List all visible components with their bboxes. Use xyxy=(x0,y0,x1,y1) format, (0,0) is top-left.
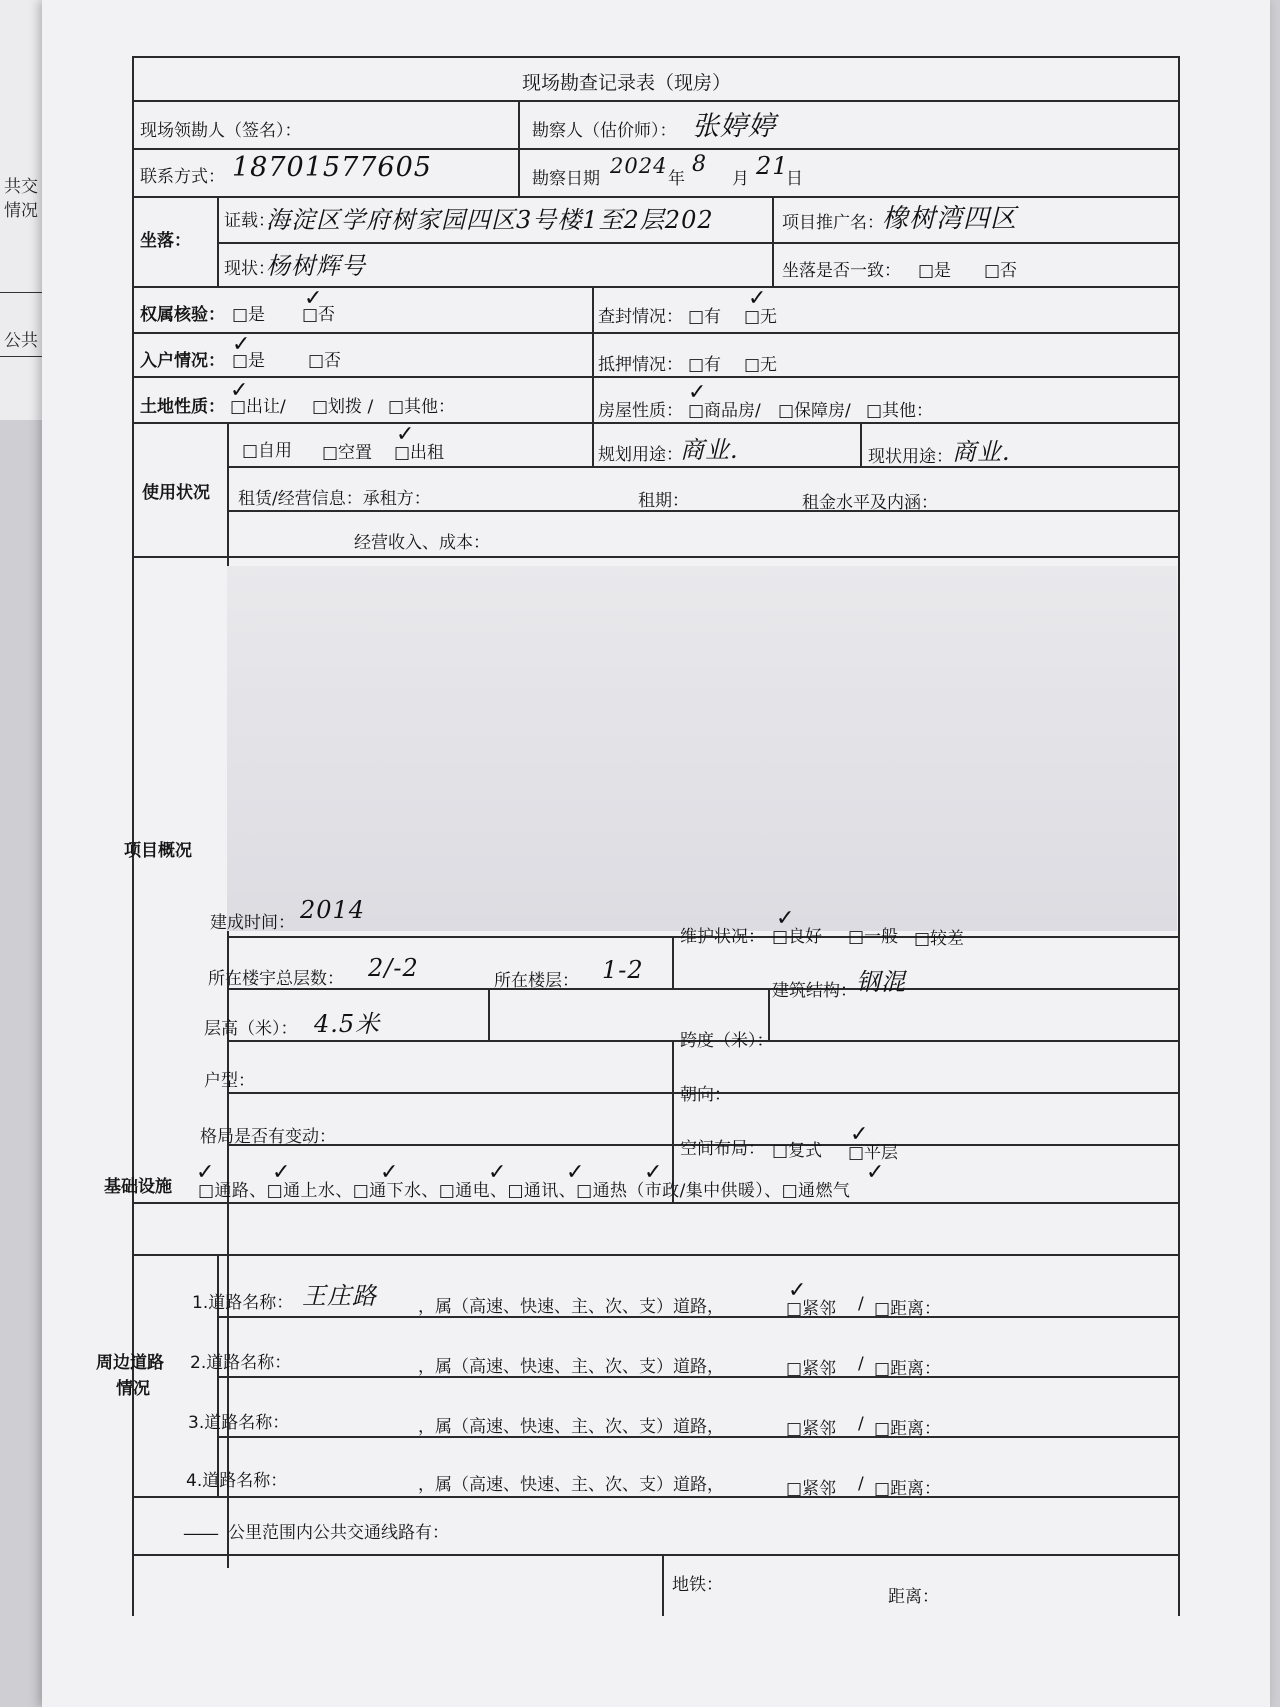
floor-height-value: 4.5米 xyxy=(314,1010,381,1038)
location-label: 坐落： xyxy=(140,231,191,251)
promo-name: 橡树湾四区 xyxy=(882,204,1018,234)
transit-blank: ____ xyxy=(184,1516,218,1536)
road-3-sep: / xyxy=(858,1414,864,1434)
road-1-sep: / xyxy=(858,1294,864,1314)
roads-label: 周边道路 xyxy=(96,1353,164,1373)
checkmark-icon: ✓ xyxy=(644,1160,663,1185)
entry-no[interactable]: □否 xyxy=(308,351,342,371)
income-label: 经营收入、成本： xyxy=(354,533,490,553)
seal-no[interactable]: □无 xyxy=(744,307,778,327)
consistency-no[interactable]: □否 xyxy=(984,261,1018,281)
checkmark-icon: ✓ xyxy=(196,1160,215,1185)
roads-label-2: 情况 xyxy=(116,1379,150,1399)
stub-text: 共交 xyxy=(4,177,38,197)
checkmark-icon: ✓ xyxy=(232,332,251,357)
cert-address: 海淀区学府树家园四区3号楼1至2层202 xyxy=(266,206,714,234)
built-year-label: 建成时间： xyxy=(210,913,295,933)
use-self[interactable]: □自用 xyxy=(242,441,293,461)
built-year-value: 2014 xyxy=(300,896,366,924)
entry-yes[interactable]: □是 xyxy=(232,351,266,371)
road-4-sep: / xyxy=(858,1474,864,1494)
layout-flat[interactable]: □平层 xyxy=(848,1143,899,1163)
land-label: 土地性质： xyxy=(140,397,225,417)
road-3-distance[interactable]: □距离： xyxy=(874,1419,942,1439)
land-other[interactable]: □其他： xyxy=(388,397,456,417)
total-floors-value: 2/-2 xyxy=(368,954,419,982)
maintenance-label: 维护状况： xyxy=(680,927,765,947)
road-4-label: 4.道路名称： xyxy=(186,1471,288,1491)
layout-change-label: 格局是否有变动： xyxy=(200,1127,336,1147)
road-2-type: ，属（高速、快速、主、次、支）道路， xyxy=(418,1357,724,1377)
date-label: 勘察日期 xyxy=(532,169,600,189)
floor-value: 1-2 xyxy=(602,956,644,984)
road-4-distance[interactable]: □距离： xyxy=(874,1479,942,1499)
use-vacant[interactable]: □空置 xyxy=(322,443,373,463)
house-affordable[interactable]: □保障房/ xyxy=(778,401,851,421)
overview-blank-area xyxy=(227,566,1177,931)
metro-distance-label: 距离： xyxy=(888,1587,939,1607)
cert-label: 证载： xyxy=(224,211,275,231)
infrastructure-label: 基础设施 xyxy=(104,1177,172,1197)
checkmark-icon: ✓ xyxy=(396,422,415,447)
planned-use-value: 商业. xyxy=(680,436,739,464)
checkmark-icon: ✓ xyxy=(230,378,249,403)
checkmark-icon: ✓ xyxy=(748,286,767,311)
surveyor-signature: 张婷婷 xyxy=(692,111,776,142)
lease-term-label: 租期： xyxy=(638,491,689,511)
mortgage-no[interactable]: □无 xyxy=(744,355,778,375)
unit-type-label: 户型： xyxy=(204,1071,255,1091)
road-3-label: 3.道路名称： xyxy=(188,1413,290,1433)
project-overview-label: 项目概况 xyxy=(124,841,192,861)
road-1-label: 1.道路名称： xyxy=(192,1293,294,1313)
metro-label: 地铁： xyxy=(672,1575,723,1595)
checkmark-icon: ✓ xyxy=(272,1160,291,1185)
house-commercial[interactable]: □商品房/ xyxy=(688,401,761,421)
road-2-adjacent[interactable]: □紧邻 xyxy=(786,1359,837,1379)
survey-form xyxy=(96,56,1180,1616)
road-4-type: ，属（高速、快速、主、次、支）道路， xyxy=(418,1475,724,1495)
date-year: 2024 xyxy=(610,154,668,178)
structure-label: 建筑结构： xyxy=(772,981,857,1001)
actual-address: 杨树辉号 xyxy=(266,252,366,280)
seal-label: 查封情况： xyxy=(598,307,683,327)
road-1-name: 王庄路 xyxy=(302,1282,377,1310)
road-3-adjacent[interactable]: □紧邻 xyxy=(786,1419,837,1439)
mortgage-yes[interactable]: □有 xyxy=(688,355,722,375)
road-1-adjacent[interactable]: □紧邻 xyxy=(786,1299,837,1319)
contact-label: 联系方式： xyxy=(140,167,225,187)
lease-label: 租赁/经营信息：承租方： xyxy=(238,489,431,509)
leader-label: 现场领勘人（签名）： xyxy=(140,121,302,141)
consistency-label: 坐落是否一致： xyxy=(782,261,901,281)
maintenance-normal[interactable]: □一般 xyxy=(848,927,899,947)
road-1-distance[interactable]: □距离： xyxy=(874,1299,942,1319)
actual-use-value: 商业. xyxy=(952,438,1011,466)
checkmark-icon: ✓ xyxy=(866,1160,885,1185)
infrastructure-options[interactable]: □通路、□通上水、□通下水、□通电、□通讯、□通热（市政/集中供暖）、□通燃气 xyxy=(198,1181,851,1201)
checkmark-icon: ✓ xyxy=(380,1160,399,1185)
road-1-type: ，属（高速、快速、主、次、支）道路， xyxy=(418,1297,724,1317)
actual-label: 现状： xyxy=(224,259,275,279)
checkmark-icon: ✓ xyxy=(688,380,707,405)
entry-label: 入户情况： xyxy=(140,351,225,371)
checkmark-icon: ✓ xyxy=(788,1278,807,1303)
date-day: 21 xyxy=(756,152,789,180)
transit-label: 公里范围内公共交通线路有： xyxy=(228,1523,449,1543)
layout-duplex[interactable]: □复式 xyxy=(772,1141,823,1161)
road-3-type: ，属（高速、快速、主、次、支）道路， xyxy=(418,1417,724,1437)
use-status-label: 使用状况 xyxy=(142,483,210,503)
land-allocation[interactable]: □划拨 / xyxy=(312,397,374,417)
structure-value: 钢混 xyxy=(856,968,906,996)
house-other[interactable]: □其他： xyxy=(866,401,934,421)
date-year-unit: 年 xyxy=(668,169,685,189)
land-transfer[interactable]: □出让/ xyxy=(230,397,286,417)
house-label: 房屋性质： xyxy=(598,401,683,421)
road-2-distance[interactable]: □距离： xyxy=(874,1359,942,1379)
checkmark-icon: ✓ xyxy=(488,1160,507,1185)
use-rented[interactable]: □出租 xyxy=(394,443,445,463)
date-month: 8 xyxy=(692,152,707,177)
stub-text: 情况 xyxy=(4,201,38,221)
form-title: 现场勘查记录表（现房） xyxy=(522,72,732,94)
promo-label: 项目推广名： xyxy=(782,213,884,233)
seal-yes[interactable]: □有 xyxy=(688,307,722,327)
maintenance-poor[interactable]: □较差 xyxy=(914,929,965,949)
total-floors-label: 所在楼宇总层数： xyxy=(208,969,344,989)
surveyor-label: 勘察人（估价师）： xyxy=(532,121,677,141)
rent-level-label: 租金水平及内涵： xyxy=(802,493,938,513)
checkmark-icon: ✓ xyxy=(776,906,795,931)
road-4-adjacent[interactable]: □紧邻 xyxy=(786,1479,837,1499)
space-layout-label: 空间布局： xyxy=(680,1139,765,1159)
contact-value: 18701577605 xyxy=(232,152,432,183)
form-sheet xyxy=(42,0,1270,1707)
stub-text: 公共 xyxy=(4,331,38,351)
maintenance-good[interactable]: □良好 xyxy=(772,927,823,947)
rights-yes[interactable]: □是 xyxy=(232,305,266,325)
road-2-label: 2.道路名称： xyxy=(190,1353,292,1373)
checkmark-icon: ✓ xyxy=(304,286,323,311)
floor-label: 所在楼层： xyxy=(494,971,579,991)
checkmark-icon: ✓ xyxy=(566,1160,585,1185)
date-month-unit: 月 xyxy=(732,169,749,189)
orientation-label: 朝向： xyxy=(680,1085,731,1105)
road-2-sep: / xyxy=(858,1354,864,1374)
rights-label: 权属核验： xyxy=(140,305,225,325)
mortgage-label: 抵押情况： xyxy=(598,355,683,375)
date-day-unit: 日 xyxy=(786,169,803,189)
floor-height-label: 层高（米）： xyxy=(204,1019,298,1039)
rights-no[interactable]: □否 xyxy=(302,305,336,325)
actual-use-label: 现状用途： xyxy=(868,447,953,467)
checkmark-icon: ✓ xyxy=(850,1122,869,1147)
consistency-yes[interactable]: □是 xyxy=(918,261,952,281)
planned-use-label: 规划用途： xyxy=(598,445,683,465)
span-label: 跨度（米）： xyxy=(680,1031,774,1051)
